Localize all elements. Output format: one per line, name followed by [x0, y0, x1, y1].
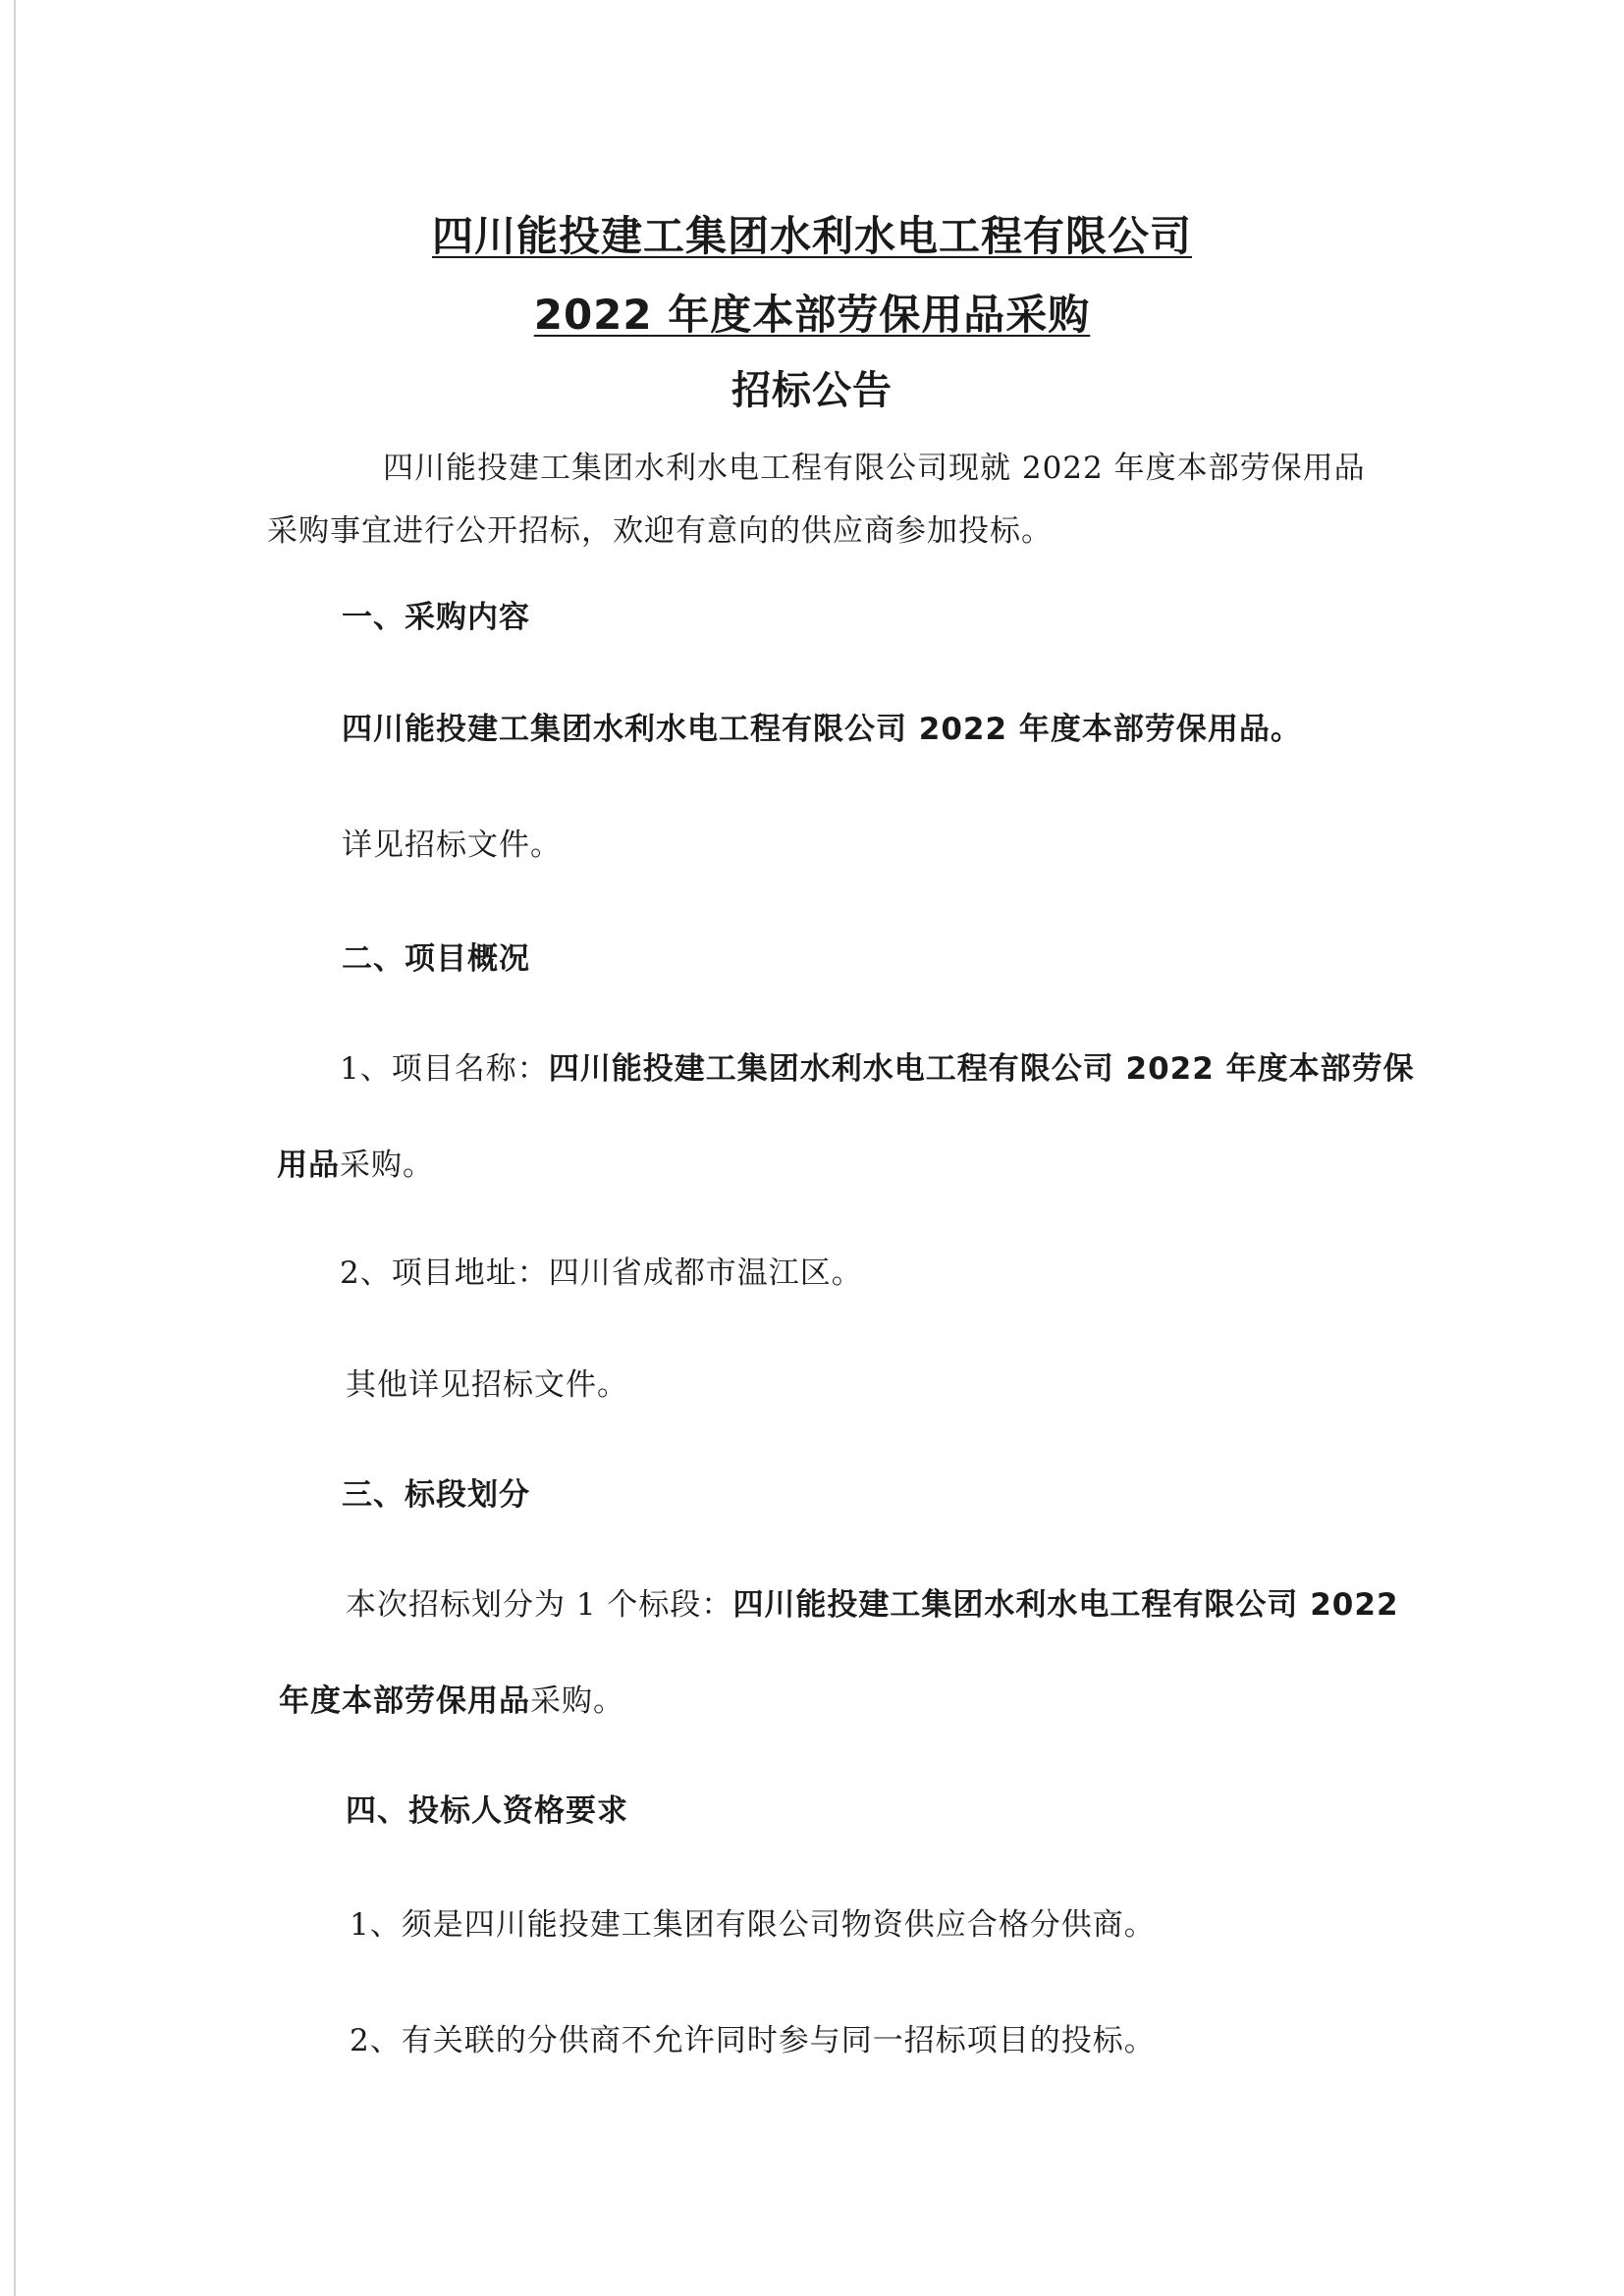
section1-content: 四川能投建工集团水利水电工程有限公司 2022 年度本部劳保用品。 [342, 712, 1302, 747]
section2-heading: 二、项目概况 [342, 941, 530, 977]
section2-item1-prefix: 1、项目名称： [340, 1051, 549, 1087]
section1-heading: 一、采购内容 [342, 600, 530, 635]
page-edge [14, 0, 16, 2296]
document-title-line3: 招标公告 [731, 368, 893, 413]
section1-note: 详见招标文件。 [342, 828, 562, 863]
section3-bold-line1: 四川能投建工集团水利水电工程有限公司 2022 [732, 1587, 1399, 1623]
section2-item1-bold-line1: 四川能投建工集团水利水电工程有限公司 2022 年度本部劳保 [548, 1051, 1415, 1087]
section3-bold-line2: 年度本部劳保用品 [279, 1683, 530, 1719]
section2-item1-line1 [340, 1051, 1415, 1087]
section3-heading: 三、标段划分 [342, 1477, 530, 1513]
document-title-line1: 四川能投建工集团水利水电工程有限公司 [431, 212, 1192, 260]
section4-item2: 2、有关联的分供商不允许同时参与同一招标项目的投标。 [350, 2023, 1156, 2058]
section4-heading: 四、投标人资格要求 [346, 1793, 628, 1829]
section2-note: 其他详见招标文件。 [346, 1367, 628, 1403]
section3-suffix: 采购。 [530, 1683, 624, 1719]
section3-prefix: 本次招标划分为 1 个标段： [346, 1587, 733, 1623]
section2-item1-line2 [277, 1150, 434, 1181]
section2-item2: 2、项目地址：四川省成都市温江区。 [340, 1255, 863, 1291]
intro-line1: 四川能投建工集团水利水电工程有限公司现就 2022 年度本部劳保用品 [383, 451, 1366, 486]
intro-line2: 采购事宜进行公开招标，欢迎有意向的供应商参加投标。 [267, 513, 1053, 549]
section4-item1: 1、须是四川能投建工集团有限公司物资供应合格分供商。 [350, 1907, 1156, 1943]
document-title-line2: 2022 年度本部劳保用品采购 [533, 291, 1091, 339]
section3-line1 [346, 1587, 1399, 1623]
section2-item1-suffix: 采购。 [340, 1148, 434, 1183]
section2-item1-bold-line2: 用品 [277, 1148, 340, 1183]
section3-line2 [279, 1683, 624, 1719]
